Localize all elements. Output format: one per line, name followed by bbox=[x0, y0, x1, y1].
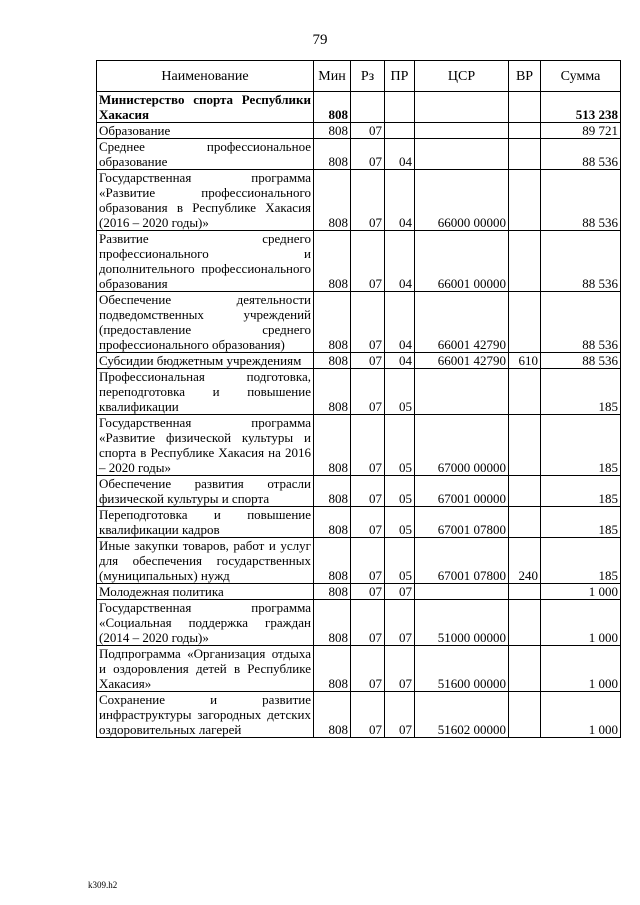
table-header-row bbox=[97, 61, 621, 92]
cell-vr bbox=[509, 139, 541, 170]
cell-name: Субсидии бюджетным учреждениям bbox=[97, 353, 314, 369]
column-header-min: Мин bbox=[314, 61, 351, 92]
cell-csr bbox=[415, 92, 509, 123]
cell-min: 808 bbox=[314, 170, 351, 231]
cell-rz: 07 bbox=[351, 369, 385, 415]
cell-sum: 185 bbox=[541, 369, 621, 415]
table-row bbox=[97, 92, 621, 123]
cell-sum: 513 238 bbox=[541, 92, 621, 123]
table-row bbox=[97, 139, 621, 170]
column-header-csr: ЦСР bbox=[415, 61, 509, 92]
table-row bbox=[97, 231, 621, 292]
cell-pr bbox=[385, 123, 415, 139]
cell-name: Развитие среднего профессионального и дополнительного профессионального образования bbox=[97, 231, 314, 292]
cell-min: 808 bbox=[314, 646, 351, 692]
cell-rz: 07 bbox=[351, 292, 385, 353]
cell-rz: 07 bbox=[351, 507, 385, 538]
cell-csr: 66001 42790 bbox=[415, 353, 509, 369]
cell-name: Государственная программа «Развитие профессионального образования в Республике Хакасия (2016 – 2020 годы)» bbox=[97, 170, 314, 231]
cell-min: 808 bbox=[314, 353, 351, 369]
cell-min: 808 bbox=[314, 92, 351, 123]
cell-min: 808 bbox=[314, 415, 351, 476]
cell-min: 808 bbox=[314, 369, 351, 415]
cell-vr: 240 bbox=[509, 538, 541, 584]
cell-vr bbox=[509, 415, 541, 476]
table-row bbox=[97, 476, 621, 507]
cell-pr: 07 bbox=[385, 646, 415, 692]
cell-csr bbox=[415, 139, 509, 170]
cell-vr bbox=[509, 600, 541, 646]
cell-pr: 07 bbox=[385, 600, 415, 646]
cell-csr: 66001 42790 bbox=[415, 292, 509, 353]
cell-vr bbox=[509, 292, 541, 353]
cell-min: 808 bbox=[314, 584, 351, 600]
table-row bbox=[97, 353, 621, 369]
table-row bbox=[97, 292, 621, 353]
cell-sum: 88 536 bbox=[541, 353, 621, 369]
cell-name: Министерство спорта Республики Хакасия bbox=[97, 92, 314, 123]
column-header-vr: ВР bbox=[509, 61, 541, 92]
cell-pr: 04 bbox=[385, 231, 415, 292]
cell-csr: 66000 00000 bbox=[415, 170, 509, 231]
document-code: k309.h2 bbox=[88, 880, 118, 890]
table-row bbox=[97, 507, 621, 538]
cell-csr: 51000 00000 bbox=[415, 600, 509, 646]
cell-csr: 67001 07800 bbox=[415, 538, 509, 584]
cell-sum: 185 bbox=[541, 507, 621, 538]
cell-rz: 07 bbox=[351, 600, 385, 646]
cell-pr: 04 bbox=[385, 139, 415, 170]
cell-vr bbox=[509, 123, 541, 139]
cell-vr bbox=[509, 646, 541, 692]
cell-sum: 185 bbox=[541, 476, 621, 507]
cell-sum: 1 000 bbox=[541, 584, 621, 600]
cell-csr: 67001 00000 bbox=[415, 476, 509, 507]
cell-csr: 67001 07800 bbox=[415, 507, 509, 538]
cell-rz: 07 bbox=[351, 476, 385, 507]
cell-min: 808 bbox=[314, 600, 351, 646]
cell-sum: 88 536 bbox=[541, 231, 621, 292]
cell-min: 808 bbox=[314, 123, 351, 139]
table-row bbox=[97, 415, 621, 476]
cell-pr: 05 bbox=[385, 538, 415, 584]
cell-pr: 05 bbox=[385, 476, 415, 507]
cell-min: 808 bbox=[314, 507, 351, 538]
cell-rz: 07 bbox=[351, 139, 385, 170]
cell-name: Подпрограмма «Организация отдыха и оздоровления детей в Республике Хакасия» bbox=[97, 646, 314, 692]
cell-name: Молодежная политика bbox=[97, 584, 314, 600]
budget-table bbox=[96, 60, 621, 738]
cell-pr: 05 bbox=[385, 369, 415, 415]
cell-name: Иные закупки товаров, работ и услуг для обеспечения государственных (муниципальных) нужд bbox=[97, 538, 314, 584]
cell-csr: 66001 00000 bbox=[415, 231, 509, 292]
table-row bbox=[97, 692, 621, 738]
cell-name: Обеспечение развития отрасли физической культуры и спорта bbox=[97, 476, 314, 507]
column-header-pr: ПР bbox=[385, 61, 415, 92]
table-body bbox=[97, 92, 621, 738]
cell-name: Среднее профессиональное образование bbox=[97, 139, 314, 170]
cell-sum: 1 000 bbox=[541, 646, 621, 692]
cell-pr: 04 bbox=[385, 353, 415, 369]
cell-pr: 07 bbox=[385, 584, 415, 600]
table-row bbox=[97, 369, 621, 415]
cell-csr bbox=[415, 123, 509, 139]
cell-name: Образование bbox=[97, 123, 314, 139]
cell-min: 808 bbox=[314, 476, 351, 507]
cell-vr bbox=[509, 692, 541, 738]
cell-vr bbox=[509, 92, 541, 123]
cell-pr: 05 bbox=[385, 507, 415, 538]
cell-name: Сохранение и развитие инфраструктуры загородных детских оздоровительных лагерей bbox=[97, 692, 314, 738]
cell-csr bbox=[415, 369, 509, 415]
cell-min: 808 bbox=[314, 538, 351, 584]
page-number: 79 bbox=[312, 32, 328, 48]
cell-rz: 07 bbox=[351, 170, 385, 231]
cell-pr bbox=[385, 92, 415, 123]
cell-min: 808 bbox=[314, 139, 351, 170]
cell-rz: 07 bbox=[351, 584, 385, 600]
cell-pr: 07 bbox=[385, 692, 415, 738]
table-row bbox=[97, 123, 621, 139]
column-header-rz: Рз bbox=[351, 61, 385, 92]
cell-pr: 04 bbox=[385, 170, 415, 231]
cell-name: Переподготовка и повышение квалификации кадров bbox=[97, 507, 314, 538]
cell-csr: 51600 00000 bbox=[415, 646, 509, 692]
cell-pr: 04 bbox=[385, 292, 415, 353]
cell-min: 808 bbox=[314, 231, 351, 292]
cell-rz: 07 bbox=[351, 123, 385, 139]
cell-name: Профессиональная подготовка, переподготовка и повышение квалификации bbox=[97, 369, 314, 415]
cell-sum: 1 000 bbox=[541, 692, 621, 738]
cell-vr: 610 bbox=[509, 353, 541, 369]
table-row bbox=[97, 170, 621, 231]
cell-name: Обеспечение деятельности подведомственных учреждений (предоставление среднего профессионального образования) bbox=[97, 292, 314, 353]
column-header-name: Наименование bbox=[97, 61, 314, 92]
cell-pr: 05 bbox=[385, 415, 415, 476]
cell-rz: 07 bbox=[351, 646, 385, 692]
cell-vr bbox=[509, 170, 541, 231]
cell-sum: 88 536 bbox=[541, 139, 621, 170]
cell-csr: 67000 00000 bbox=[415, 415, 509, 476]
cell-name: Государственная программа «Социальная поддержка граждан (2014 – 2020 годы)» bbox=[97, 600, 314, 646]
table-row bbox=[97, 538, 621, 584]
cell-vr bbox=[509, 231, 541, 292]
cell-rz bbox=[351, 92, 385, 123]
cell-rz: 07 bbox=[351, 353, 385, 369]
cell-sum: 88 536 bbox=[541, 292, 621, 353]
cell-sum: 89 721 bbox=[541, 123, 621, 139]
cell-rz: 07 bbox=[351, 538, 385, 584]
cell-vr bbox=[509, 584, 541, 600]
cell-rz: 07 bbox=[351, 692, 385, 738]
cell-sum: 1 000 bbox=[541, 600, 621, 646]
cell-sum: 185 bbox=[541, 538, 621, 584]
cell-sum: 88 536 bbox=[541, 170, 621, 231]
cell-rz: 07 bbox=[351, 415, 385, 476]
cell-min: 808 bbox=[314, 292, 351, 353]
cell-vr bbox=[509, 507, 541, 538]
cell-min: 808 bbox=[314, 692, 351, 738]
cell-rz: 07 bbox=[351, 231, 385, 292]
table-row bbox=[97, 646, 621, 692]
table-row bbox=[97, 600, 621, 646]
cell-csr: 51602 00000 bbox=[415, 692, 509, 738]
cell-csr bbox=[415, 584, 509, 600]
table-row bbox=[97, 584, 621, 600]
cell-vr bbox=[509, 476, 541, 507]
cell-vr bbox=[509, 369, 541, 415]
cell-name: Государственная программа «Развитие физической культуры и спорта в Республике Хакасия на 2016 – 2020 годы» bbox=[97, 415, 314, 476]
cell-sum: 185 bbox=[541, 415, 621, 476]
column-header-sum: Сумма bbox=[541, 61, 621, 92]
